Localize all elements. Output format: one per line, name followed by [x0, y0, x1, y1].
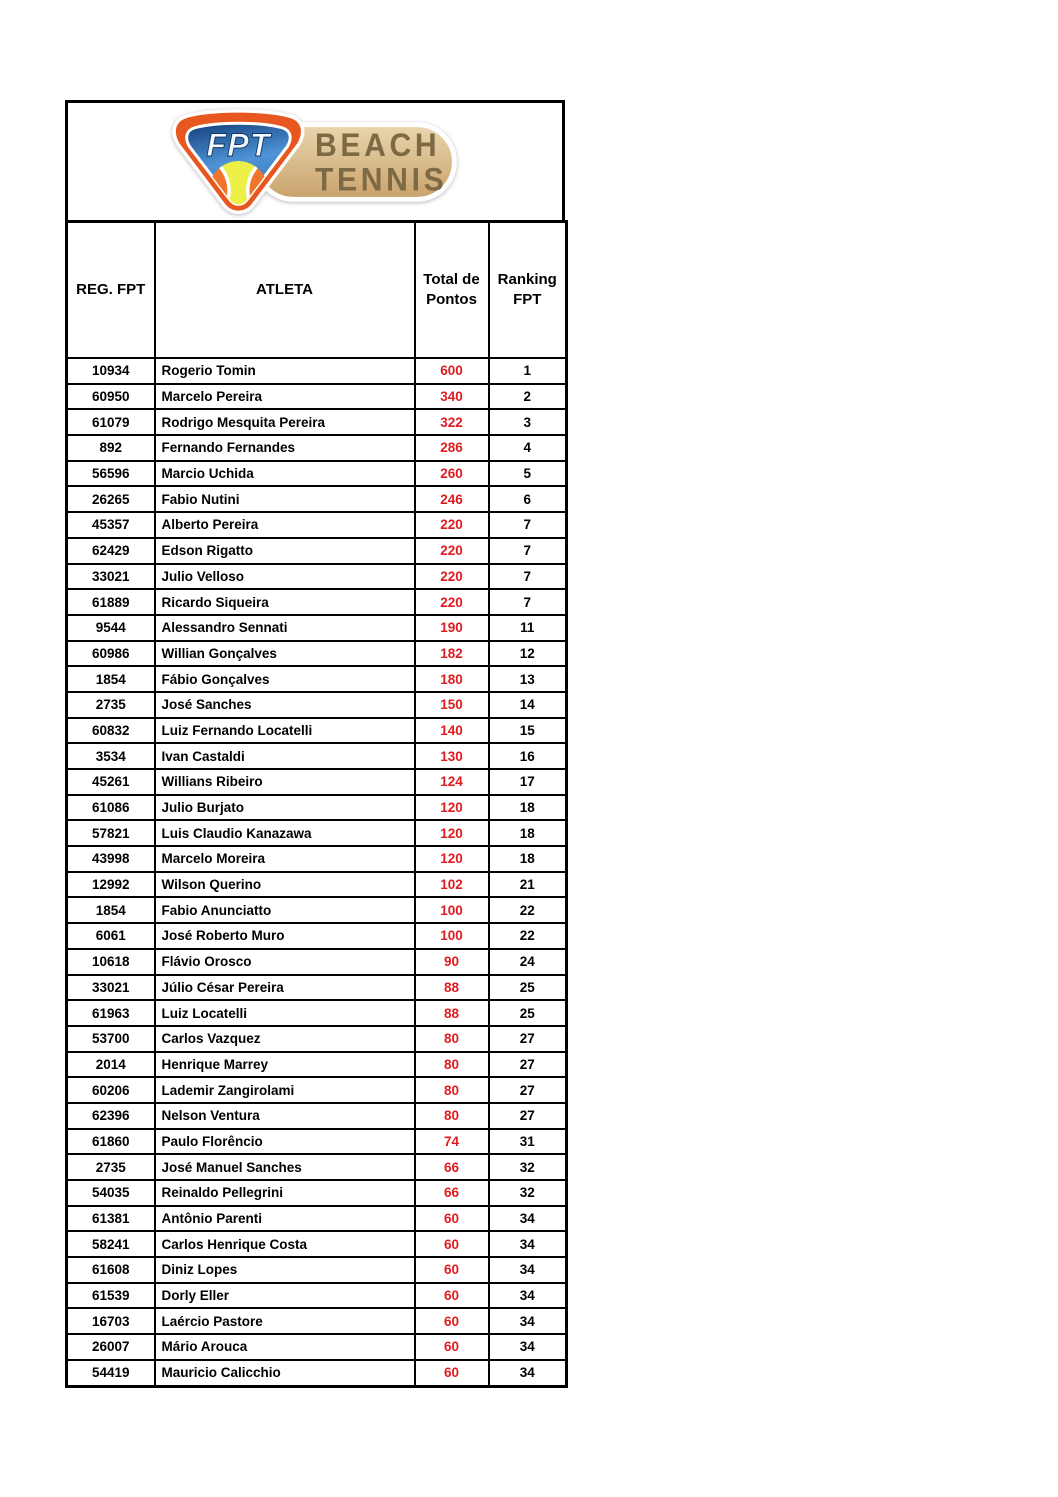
reg-cell: 12992 — [67, 872, 155, 898]
rank-cell: 34 — [489, 1206, 567, 1232]
points-cell: 60 — [415, 1334, 489, 1360]
table-row — [67, 820, 567, 846]
athlete-cell: Henrique Marrey — [155, 1052, 415, 1078]
table-row — [67, 641, 567, 667]
rank-cell: 2 — [489, 384, 567, 410]
points-cell: 340 — [415, 384, 489, 410]
athlete-cell: Fábio Gonçalves — [155, 666, 415, 692]
table-row — [67, 666, 567, 692]
header-pontos: Total de Pontos — [415, 222, 489, 359]
reg-cell: 2014 — [67, 1052, 155, 1078]
reg-cell: 10934 — [67, 358, 155, 384]
rank-cell: 15 — [489, 718, 567, 744]
rank-cell: 32 — [489, 1154, 567, 1180]
rank-cell: 25 — [489, 975, 567, 1001]
ranking-table — [65, 220, 568, 1388]
reg-cell: 45357 — [67, 512, 155, 538]
rank-cell: 18 — [489, 795, 567, 821]
points-cell: 80 — [415, 1103, 489, 1129]
reg-cell: 61079 — [67, 409, 155, 435]
header-reg-fpt: REG. FPT — [67, 222, 155, 359]
reg-cell: 33021 — [67, 564, 155, 590]
athlete-cell: Paulo Florêncio — [155, 1129, 415, 1155]
points-cell: 102 — [415, 872, 489, 898]
athlete-cell: Carlos Vazquez — [155, 1026, 415, 1052]
athlete-cell: Julio Velloso — [155, 564, 415, 590]
table-row — [67, 743, 567, 769]
athlete-cell: Flávio Orosco — [155, 949, 415, 975]
points-cell: 60 — [415, 1308, 489, 1334]
rank-cell: 25 — [489, 1000, 567, 1026]
points-cell: 66 — [415, 1154, 489, 1180]
points-cell: 90 — [415, 949, 489, 975]
points-cell: 260 — [415, 461, 489, 487]
table-row — [67, 384, 567, 410]
table-row — [67, 1206, 567, 1232]
reg-cell: 3534 — [67, 743, 155, 769]
fpt-beach-tennis-logo — [167, 108, 463, 216]
table-row — [67, 769, 567, 795]
table-row — [67, 1026, 567, 1052]
reg-cell: 54035 — [67, 1180, 155, 1206]
athlete-cell: Julio Burjato — [155, 795, 415, 821]
table-row — [67, 1283, 567, 1309]
rank-cell: 18 — [489, 846, 567, 872]
reg-cell: 2735 — [67, 1154, 155, 1180]
table-row — [67, 1052, 567, 1078]
rank-cell: 31 — [489, 1129, 567, 1155]
table-row — [67, 897, 567, 923]
rank-cell: 13 — [489, 666, 567, 692]
athlete-cell: Marcelo Pereira — [155, 384, 415, 410]
reg-cell: 45261 — [67, 769, 155, 795]
rank-cell: 18 — [489, 820, 567, 846]
table-row — [67, 1308, 567, 1334]
table-row — [67, 1231, 567, 1257]
athlete-cell: Fernando Fernandes — [155, 435, 415, 461]
logo-fpt-text: FPT — [206, 126, 271, 163]
reg-cell: 16703 — [67, 1308, 155, 1334]
points-cell: 220 — [415, 538, 489, 564]
reg-cell: 26007 — [67, 1334, 155, 1360]
table-row — [67, 486, 567, 512]
athlete-cell: Willian Gonçalves — [155, 641, 415, 667]
header-row — [67, 222, 567, 359]
rank-cell: 32 — [489, 1180, 567, 1206]
athlete-cell: Antônio Parenti — [155, 1206, 415, 1232]
header-atleta: ATLETA — [155, 222, 415, 359]
points-cell: 120 — [415, 846, 489, 872]
reg-cell: 54419 — [67, 1360, 155, 1386]
athlete-cell: Fabio Anunciatto — [155, 897, 415, 923]
points-cell: 100 — [415, 897, 489, 923]
rank-cell: 7 — [489, 564, 567, 590]
table-row — [67, 949, 567, 975]
points-cell: 130 — [415, 743, 489, 769]
athlete-cell: Ivan Castaldi — [155, 743, 415, 769]
points-cell: 322 — [415, 409, 489, 435]
table-row — [67, 1129, 567, 1155]
reg-cell: 56596 — [67, 461, 155, 487]
points-cell: 66 — [415, 1180, 489, 1206]
rank-cell: 5 — [489, 461, 567, 487]
rank-cell: 7 — [489, 589, 567, 615]
points-cell: 120 — [415, 795, 489, 821]
table-row — [67, 538, 567, 564]
reg-cell: 61086 — [67, 795, 155, 821]
points-cell: 182 — [415, 641, 489, 667]
reg-cell: 61381 — [67, 1206, 155, 1232]
table-row — [67, 846, 567, 872]
rank-cell: 34 — [489, 1308, 567, 1334]
logo-wordmark — [315, 127, 447, 198]
points-cell: 120 — [415, 820, 489, 846]
table-row — [67, 1103, 567, 1129]
table-row — [67, 461, 567, 487]
points-cell: 60 — [415, 1231, 489, 1257]
points-cell: 60 — [415, 1283, 489, 1309]
points-cell: 60 — [415, 1257, 489, 1283]
athlete-cell: José Sanches — [155, 692, 415, 718]
athlete-cell: Mário Arouca — [155, 1334, 415, 1360]
reg-cell: 2735 — [67, 692, 155, 718]
athlete-cell: Luiz Fernando Locatelli — [155, 718, 415, 744]
reg-cell: 58241 — [67, 1231, 155, 1257]
table-row — [67, 615, 567, 641]
points-cell: 124 — [415, 769, 489, 795]
reg-cell: 43998 — [67, 846, 155, 872]
table-row — [67, 1077, 567, 1103]
reg-cell: 57821 — [67, 820, 155, 846]
header-ranking: Ranking FPT — [489, 222, 567, 359]
athlete-cell: Luiz Locatelli — [155, 1000, 415, 1026]
reg-cell: 61963 — [67, 1000, 155, 1026]
points-cell: 220 — [415, 512, 489, 538]
table-row — [67, 409, 567, 435]
points-cell: 88 — [415, 975, 489, 1001]
reg-cell: 33021 — [67, 975, 155, 1001]
points-cell: 150 — [415, 692, 489, 718]
table-row — [67, 564, 567, 590]
athlete-cell: Fabio Nutini — [155, 486, 415, 512]
rank-cell: 34 — [489, 1283, 567, 1309]
rank-cell: 3 — [489, 409, 567, 435]
reg-cell: 1854 — [67, 666, 155, 692]
rank-cell: 22 — [489, 897, 567, 923]
rank-cell: 4 — [489, 435, 567, 461]
table-row — [67, 1180, 567, 1206]
rank-cell: 24 — [489, 949, 567, 975]
reg-cell: 60832 — [67, 718, 155, 744]
rank-cell: 27 — [489, 1052, 567, 1078]
ranking-sheet — [65, 100, 565, 1388]
points-cell: 286 — [415, 435, 489, 461]
athlete-cell: Reinaldo Pellegrini — [155, 1180, 415, 1206]
athlete-cell: Rodrigo Mesquita Pereira — [155, 409, 415, 435]
points-cell: 80 — [415, 1052, 489, 1078]
points-cell: 220 — [415, 564, 489, 590]
reg-cell: 6061 — [67, 923, 155, 949]
athlete-cell: Nelson Ventura — [155, 1103, 415, 1129]
table-row — [67, 692, 567, 718]
logo-beach-text: BEACH — [315, 126, 441, 163]
athlete-cell: Luis Claudio Kanazawa — [155, 820, 415, 846]
rank-cell: 11 — [489, 615, 567, 641]
rank-cell: 27 — [489, 1103, 567, 1129]
points-cell: 88 — [415, 1000, 489, 1026]
rank-cell: 7 — [489, 512, 567, 538]
table-row — [67, 718, 567, 744]
points-cell: 190 — [415, 615, 489, 641]
table-row — [67, 872, 567, 898]
reg-cell: 62396 — [67, 1103, 155, 1129]
reg-cell: 61860 — [67, 1129, 155, 1155]
rank-cell: 34 — [489, 1334, 567, 1360]
athlete-cell: Marcio Uchida — [155, 461, 415, 487]
table-row — [67, 589, 567, 615]
table-row — [67, 435, 567, 461]
reg-cell: 61539 — [67, 1283, 155, 1309]
rank-cell: 34 — [489, 1360, 567, 1386]
points-cell: 220 — [415, 589, 489, 615]
rank-cell: 22 — [489, 923, 567, 949]
reg-cell: 62429 — [67, 538, 155, 564]
rank-cell: 12 — [489, 641, 567, 667]
points-cell: 180 — [415, 666, 489, 692]
table-row — [67, 1154, 567, 1180]
athlete-cell: Alberto Pereira — [155, 512, 415, 538]
athlete-cell: Lademir Zangirolami — [155, 1077, 415, 1103]
reg-cell: 60986 — [67, 641, 155, 667]
reg-cell: 10618 — [67, 949, 155, 975]
rank-cell: 1 — [489, 358, 567, 384]
rank-cell: 21 — [489, 872, 567, 898]
logo-tennis-text: TENNIS — [315, 160, 448, 198]
table-row — [67, 1334, 567, 1360]
rank-cell: 16 — [489, 743, 567, 769]
athlete-cell: Carlos Henrique Costa — [155, 1231, 415, 1257]
logo-box — [65, 100, 565, 220]
reg-cell: 61608 — [67, 1257, 155, 1283]
logo-shield — [176, 112, 301, 215]
points-cell: 80 — [415, 1077, 489, 1103]
points-cell: 60 — [415, 1360, 489, 1386]
points-cell: 600 — [415, 358, 489, 384]
athlete-cell: José Manuel Sanches — [155, 1154, 415, 1180]
table-row — [67, 1360, 567, 1386]
athlete-cell: Rogerio Tomin — [155, 358, 415, 384]
reg-cell: 60206 — [67, 1077, 155, 1103]
table-row — [67, 1000, 567, 1026]
athlete-cell: Dorly Eller — [155, 1283, 415, 1309]
athlete-cell: Edson Rigatto — [155, 538, 415, 564]
reg-cell: 892 — [67, 435, 155, 461]
rank-cell: 7 — [489, 538, 567, 564]
athlete-cell: Alessandro Sennati — [155, 615, 415, 641]
reg-cell: 9544 — [67, 615, 155, 641]
reg-cell: 1854 — [67, 897, 155, 923]
rank-cell: 14 — [489, 692, 567, 718]
points-cell: 246 — [415, 486, 489, 512]
rank-cell: 6 — [489, 486, 567, 512]
rank-cell: 34 — [489, 1231, 567, 1257]
rank-cell: 27 — [489, 1026, 567, 1052]
points-cell: 140 — [415, 718, 489, 744]
athlete-cell: Diniz Lopes — [155, 1257, 415, 1283]
points-cell: 74 — [415, 1129, 489, 1155]
ranking-table-header — [67, 222, 567, 359]
reg-cell: 61889 — [67, 589, 155, 615]
athlete-cell: Wilson Querino — [155, 872, 415, 898]
athlete-cell: Mauricio Calicchio — [155, 1360, 415, 1386]
rankings-body — [67, 358, 567, 1386]
table-row — [67, 358, 567, 384]
points-cell: 100 — [415, 923, 489, 949]
table-row — [67, 1257, 567, 1283]
table-row — [67, 923, 567, 949]
rank-cell: 34 — [489, 1257, 567, 1283]
rank-cell: 17 — [489, 769, 567, 795]
table-row — [67, 795, 567, 821]
table-row — [67, 512, 567, 538]
rank-cell: 27 — [489, 1077, 567, 1103]
athlete-cell: Laércio Pastore — [155, 1308, 415, 1334]
athlete-cell: Júlio César Pereira — [155, 975, 415, 1001]
points-cell: 80 — [415, 1026, 489, 1052]
reg-cell: 53700 — [67, 1026, 155, 1052]
athlete-cell: Marcelo Moreira — [155, 846, 415, 872]
table-row — [67, 975, 567, 1001]
reg-cell: 60950 — [67, 384, 155, 410]
reg-cell: 26265 — [67, 486, 155, 512]
athlete-cell: José Roberto Muro — [155, 923, 415, 949]
athlete-cell: Willians Ribeiro — [155, 769, 415, 795]
points-cell: 60 — [415, 1206, 489, 1232]
athlete-cell: Ricardo Siqueira — [155, 589, 415, 615]
